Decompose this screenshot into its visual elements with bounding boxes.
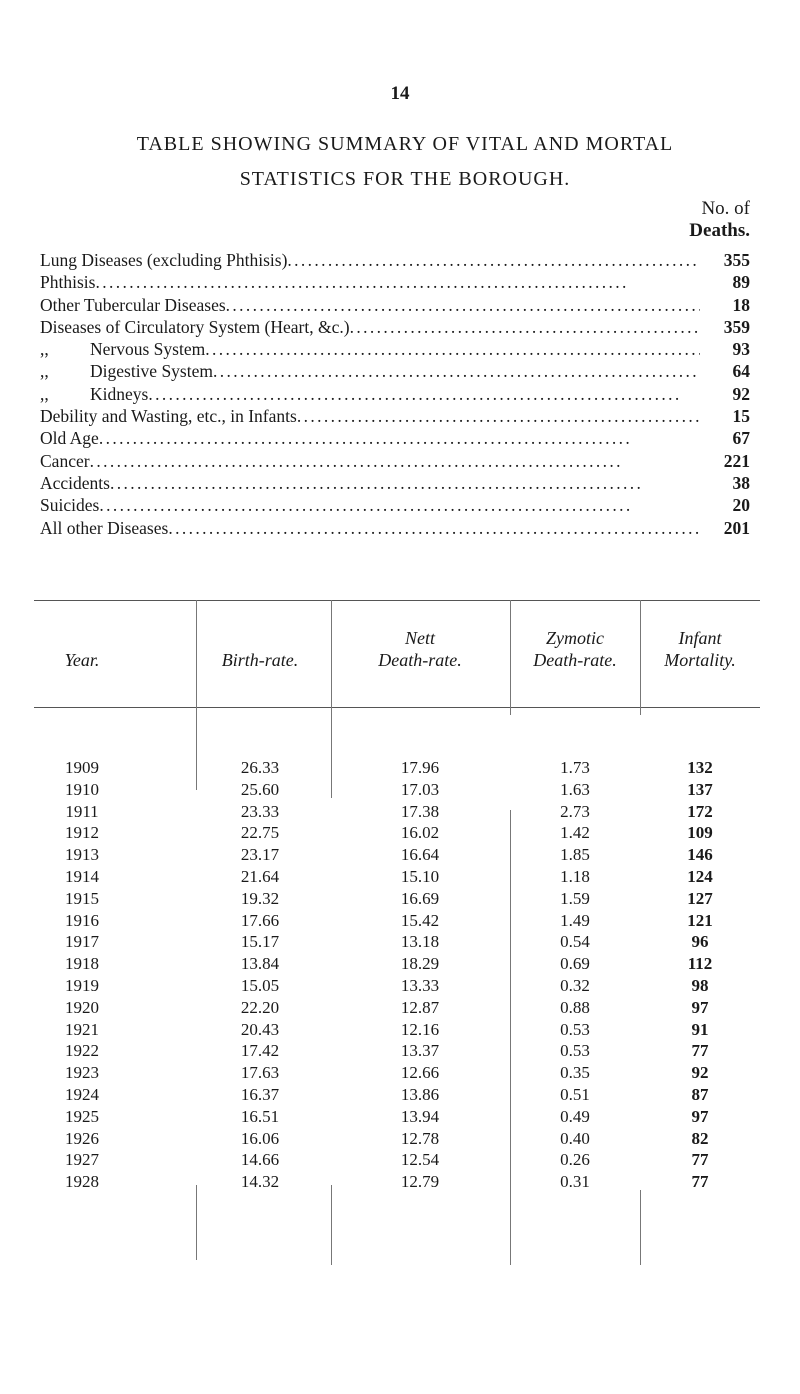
cell-infant-mortality: 92 bbox=[691, 1063, 709, 1083]
cause-death-count: 38 bbox=[732, 472, 750, 493]
cell-year: 1922 bbox=[65, 1041, 99, 1061]
cell-birth-rate: 14.32 bbox=[240, 1172, 280, 1192]
cell-infant-mortality: 97 bbox=[691, 997, 709, 1017]
page-number: 14 bbox=[390, 83, 410, 104]
cell-zymotic-death-rate: 0.53 bbox=[560, 1019, 590, 1039]
dot-leader bbox=[110, 473, 700, 494]
cause-label bbox=[40, 518, 168, 539]
header-year: Year. bbox=[64, 650, 100, 670]
header-infant-line1: Infant bbox=[678, 628, 722, 648]
cell-zymotic-death-rate: 0.35 bbox=[560, 1063, 590, 1083]
cause-label-text: Debility and Wasting, etc., in Infants bbox=[40, 406, 297, 427]
cause-death-count: 92 bbox=[732, 383, 750, 404]
cell-zymotic-death-rate: 0.26 bbox=[560, 1150, 590, 1170]
table-row bbox=[34, 1129, 760, 1151]
cause-row bbox=[40, 317, 750, 339]
cause-label-text: Accidents bbox=[40, 472, 110, 493]
cell-nett-death-rate: 16.64 bbox=[400, 845, 440, 865]
cause-row bbox=[40, 518, 750, 540]
cell-year: 1909 bbox=[65, 758, 99, 777]
cause-death-count: 64 bbox=[732, 361, 750, 382]
table-row bbox=[34, 1063, 760, 1085]
cell-infant-mortality: 172 bbox=[687, 801, 713, 821]
cell-birth-rate: 23.17 bbox=[240, 845, 280, 865]
deaths-column-header-line2: Deaths. bbox=[689, 220, 750, 241]
cause-row bbox=[40, 295, 750, 317]
cell-birth-rate: 13.84 bbox=[240, 954, 280, 974]
dot-leader bbox=[297, 406, 700, 427]
cell-birth-rate: 25.60 bbox=[240, 779, 280, 799]
cell-birth-rate: 17.42 bbox=[240, 1041, 280, 1061]
cell-zymotic-death-rate: 1.85 bbox=[560, 845, 590, 865]
cause-death-count: 67 bbox=[732, 428, 750, 449]
dot-leader bbox=[168, 518, 700, 539]
cell-infant-mortality: 77 bbox=[691, 1172, 709, 1192]
cell-year: 1928 bbox=[65, 1172, 99, 1192]
cell-zymotic-death-rate: 1.63 bbox=[560, 779, 590, 799]
dot-leader bbox=[350, 317, 700, 338]
cell-year: 1913 bbox=[65, 845, 99, 865]
cause-label-text: Nervous System bbox=[90, 339, 206, 360]
cell-year: 1921 bbox=[65, 1019, 99, 1039]
cell-nett-death-rate: 13.18 bbox=[400, 932, 440, 952]
header-nett-line1: Nett bbox=[405, 628, 435, 648]
cell-nett-death-rate: 12.78 bbox=[400, 1128, 440, 1148]
cell-birth-rate: 16.37 bbox=[240, 1084, 280, 1104]
table-row bbox=[34, 823, 760, 845]
dot-leader bbox=[90, 451, 700, 472]
cell-nett-death-rate: 12.54 bbox=[400, 1150, 440, 1170]
table-row bbox=[34, 1041, 760, 1063]
cell-infant-mortality: 91 bbox=[691, 1019, 709, 1039]
cell-nett-death-rate: 13.33 bbox=[400, 975, 440, 995]
cell-zymotic-death-rate: 2.73 bbox=[560, 801, 590, 821]
cell-birth-rate: 20.43 bbox=[240, 1019, 280, 1039]
cell-birth-rate: 17.66 bbox=[240, 910, 280, 930]
cell-nett-death-rate: 15.10 bbox=[400, 866, 440, 886]
cell-zymotic-death-rate: 1.42 bbox=[560, 823, 590, 843]
cell-infant-mortality: 137 bbox=[687, 779, 713, 799]
cause-death-count: 89 bbox=[732, 272, 750, 293]
cell-birth-rate: 14.66 bbox=[240, 1150, 280, 1170]
cell-birth-rate: 22.20 bbox=[240, 997, 280, 1017]
cause-death-count: 18 bbox=[732, 294, 750, 315]
cause-label-text: Other Tubercular Diseases bbox=[40, 294, 226, 315]
cause-row bbox=[40, 495, 750, 517]
table-row bbox=[34, 889, 760, 911]
cell-zymotic-death-rate: 1.73 bbox=[560, 758, 590, 777]
cause-label-text: Lung Diseases (excluding Phthisis) bbox=[40, 250, 288, 270]
table-row bbox=[34, 954, 760, 976]
cause-death-count: 201 bbox=[723, 517, 750, 538]
cell-zymotic-death-rate: 1.59 bbox=[560, 888, 590, 908]
cell-year: 1914 bbox=[65, 866, 99, 886]
table-row bbox=[34, 1107, 760, 1129]
ditto-mark: ,, bbox=[40, 339, 49, 360]
cause-row bbox=[40, 428, 750, 450]
table-row bbox=[34, 802, 760, 824]
cell-zymotic-death-rate: 0.40 bbox=[560, 1128, 590, 1148]
cause-label bbox=[40, 406, 297, 427]
causes-of-death-list bbox=[40, 250, 750, 540]
cell-infant-mortality: 77 bbox=[691, 1150, 709, 1170]
cell-year: 1923 bbox=[65, 1063, 99, 1083]
table-row bbox=[34, 911, 760, 933]
cell-infant-mortality: 124 bbox=[687, 866, 713, 886]
cell-birth-rate: 26.33 bbox=[240, 758, 280, 777]
cell-zymotic-death-rate: 0.88 bbox=[560, 997, 590, 1017]
table-title-line2: STATISTICS FOR THE BOROUGH. bbox=[239, 168, 571, 190]
cause-death-count: 20 bbox=[732, 495, 750, 516]
cell-nett-death-rate: 16.69 bbox=[400, 888, 440, 908]
cell-infant-mortality: 112 bbox=[687, 954, 713, 974]
table-row bbox=[34, 758, 760, 780]
cell-nett-death-rate: 13.86 bbox=[400, 1084, 440, 1104]
cause-row bbox=[40, 272, 750, 294]
cause-death-count: 221 bbox=[723, 450, 750, 471]
cell-year: 1912 bbox=[65, 823, 99, 843]
cause-death-count: 15 bbox=[732, 406, 750, 427]
cell-year: 1917 bbox=[65, 932, 99, 952]
cause-label bbox=[40, 361, 213, 382]
cause-label bbox=[40, 295, 226, 316]
cell-nett-death-rate: 12.66 bbox=[400, 1063, 440, 1083]
cell-year: 1918 bbox=[65, 954, 99, 974]
cell-year: 1927 bbox=[65, 1150, 99, 1170]
cause-row bbox=[40, 361, 750, 383]
header-birth-rate: Birth-rate. bbox=[221, 650, 299, 670]
cell-year: 1919 bbox=[65, 975, 99, 995]
cell-year: 1924 bbox=[65, 1084, 99, 1104]
table-row bbox=[34, 1085, 760, 1107]
cause-label bbox=[40, 272, 95, 293]
cause-label bbox=[40, 428, 99, 449]
cell-birth-rate: 19.32 bbox=[240, 888, 280, 908]
deaths-column-header-line1: No. of bbox=[701, 198, 750, 219]
header-zymotic-line1: Zymotic bbox=[546, 628, 604, 648]
cause-label bbox=[40, 250, 287, 271]
cause-row bbox=[40, 406, 750, 428]
table-row bbox=[34, 1020, 760, 1042]
cell-year: 1915 bbox=[65, 888, 99, 908]
cause-label bbox=[40, 317, 350, 338]
cell-year: 1925 bbox=[65, 1106, 99, 1126]
cell-nett-death-rate: 16.02 bbox=[400, 823, 440, 843]
cause-label-text: Old Age bbox=[40, 428, 99, 449]
header-nett-line2: Death-rate. bbox=[378, 650, 462, 670]
cell-infant-mortality: 87 bbox=[691, 1084, 709, 1104]
cell-birth-rate: 15.17 bbox=[240, 932, 280, 952]
cause-label-text: Kidneys bbox=[90, 383, 149, 404]
cell-year: 1916 bbox=[65, 910, 99, 930]
table-row bbox=[34, 998, 760, 1020]
cell-infant-mortality: 77 bbox=[691, 1041, 709, 1061]
cell-infant-mortality: 146 bbox=[687, 845, 713, 865]
cell-birth-rate: 15.05 bbox=[240, 975, 280, 995]
cell-zymotic-death-rate: 1.49 bbox=[560, 910, 590, 930]
dot-leader bbox=[148, 384, 700, 405]
cell-year: 1910 bbox=[65, 779, 99, 799]
cause-row bbox=[40, 384, 750, 406]
cell-zymotic-death-rate: 0.53 bbox=[560, 1041, 590, 1061]
cause-label-text: Digestive System bbox=[90, 361, 213, 382]
cell-zymotic-death-rate: 0.69 bbox=[560, 954, 590, 974]
cell-infant-mortality: 127 bbox=[687, 888, 713, 908]
header-infant-line2: Mortality. bbox=[664, 650, 736, 670]
cell-zymotic-death-rate: 1.18 bbox=[560, 866, 590, 886]
cause-label bbox=[40, 339, 205, 360]
dot-leader bbox=[95, 272, 700, 293]
cell-nett-death-rate: 12.79 bbox=[400, 1172, 440, 1192]
column-divider bbox=[331, 1185, 332, 1265]
cell-nett-death-rate: 15.42 bbox=[400, 910, 440, 930]
dot-leader bbox=[226, 295, 700, 316]
cell-nett-death-rate: 13.94 bbox=[400, 1106, 440, 1126]
cell-birth-rate: 16.06 bbox=[240, 1128, 280, 1148]
table-row bbox=[34, 932, 760, 954]
cause-label-text: Suicides bbox=[40, 495, 100, 516]
cell-year: 1920 bbox=[65, 997, 99, 1017]
cell-infant-mortality: 121 bbox=[687, 910, 713, 930]
dot-leader bbox=[205, 339, 700, 360]
cause-label-text: Cancer bbox=[40, 450, 90, 471]
dot-leader bbox=[99, 428, 700, 449]
dot-leader bbox=[213, 361, 700, 382]
cause-row bbox=[40, 339, 750, 361]
cell-birth-rate: 21.64 bbox=[240, 866, 280, 886]
cell-birth-rate: 23.33 bbox=[240, 801, 280, 821]
cause-label-text: All other Diseases bbox=[40, 517, 169, 538]
cell-zymotic-death-rate: 0.49 bbox=[560, 1106, 590, 1126]
cell-infant-mortality: 82 bbox=[691, 1128, 709, 1148]
cause-death-count: 359 bbox=[723, 316, 750, 337]
cell-infant-mortality: 132 bbox=[687, 758, 713, 777]
table-row bbox=[34, 976, 760, 998]
cell-birth-rate: 22.75 bbox=[240, 823, 280, 843]
ditto-mark: ,, bbox=[40, 383, 49, 404]
cause-row bbox=[40, 451, 750, 473]
stats-table-body bbox=[34, 758, 760, 1194]
table-row bbox=[34, 845, 760, 867]
cause-label bbox=[40, 495, 99, 516]
cause-label-text: Diseases of Circulatory System (Heart, &c.) bbox=[40, 316, 350, 337]
cause-label bbox=[40, 451, 90, 472]
cell-nett-death-rate: 18.29 bbox=[400, 954, 440, 974]
cell-nett-death-rate: 12.87 bbox=[400, 997, 440, 1017]
cell-nett-death-rate: 17.03 bbox=[400, 779, 440, 799]
cell-zymotic-death-rate: 0.31 bbox=[560, 1172, 590, 1192]
cell-nett-death-rate: 17.96 bbox=[400, 758, 440, 777]
cause-death-count: 93 bbox=[732, 339, 750, 360]
cell-nett-death-rate: 13.37 bbox=[400, 1041, 440, 1061]
cell-year: 1911 bbox=[65, 801, 99, 821]
header-zymotic-line2: Death-rate. bbox=[533, 650, 617, 670]
cell-nett-death-rate: 12.16 bbox=[400, 1019, 440, 1039]
cell-infant-mortality: 97 bbox=[691, 1106, 709, 1126]
ditto-mark: ,, bbox=[40, 361, 49, 382]
cause-label-text: Phthisis bbox=[40, 272, 96, 293]
cell-year: 1926 bbox=[65, 1128, 99, 1148]
cell-zymotic-death-rate: 0.51 bbox=[560, 1084, 590, 1104]
cell-birth-rate: 17.63 bbox=[240, 1063, 280, 1083]
stats-table-header bbox=[34, 600, 760, 690]
dot-leader bbox=[287, 250, 700, 271]
cause-row bbox=[40, 250, 750, 272]
table-row bbox=[34, 867, 760, 889]
table-header-rule bbox=[34, 707, 760, 708]
cause-death-count: 355 bbox=[723, 250, 750, 270]
column-divider bbox=[196, 1185, 197, 1260]
cause-row bbox=[40, 473, 750, 495]
cell-nett-death-rate: 17.38 bbox=[400, 801, 440, 821]
cell-infant-mortality: 96 bbox=[691, 932, 709, 952]
cell-infant-mortality: 109 bbox=[687, 823, 713, 843]
cell-zymotic-death-rate: 0.54 bbox=[560, 932, 590, 952]
cause-label bbox=[40, 384, 148, 405]
cell-birth-rate: 16.51 bbox=[240, 1106, 280, 1126]
table-row bbox=[34, 1150, 760, 1172]
cell-zymotic-death-rate: 0.32 bbox=[560, 975, 590, 995]
column-divider bbox=[640, 1190, 641, 1265]
cell-infant-mortality: 98 bbox=[691, 975, 709, 995]
dot-leader bbox=[99, 495, 700, 516]
table-row bbox=[34, 1172, 760, 1194]
table-title-line1: TABLE SHOWING SUMMARY OF VITAL AND MORTAL bbox=[136, 133, 674, 155]
table-row bbox=[34, 780, 760, 802]
cause-label bbox=[40, 473, 110, 494]
